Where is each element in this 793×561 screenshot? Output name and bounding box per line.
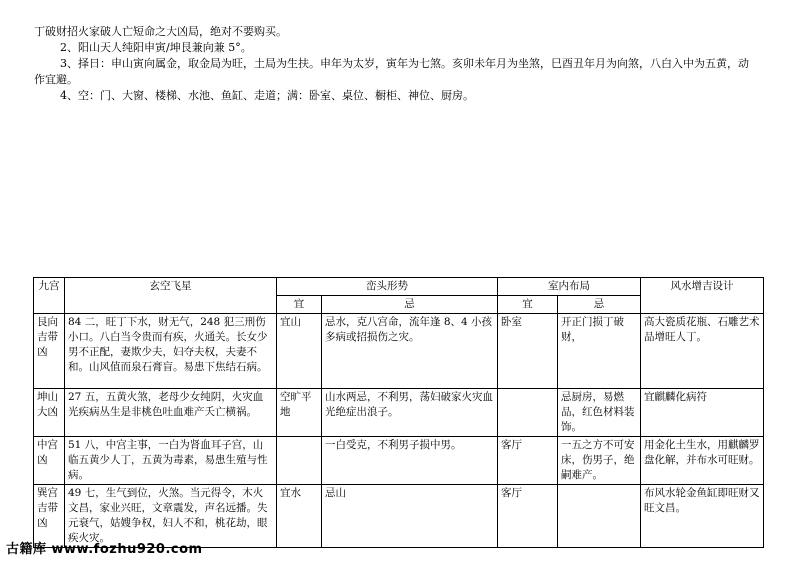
subheader-indoor-bad: 忌 [558, 296, 641, 314]
cell-terrain-good: 宜水 [277, 485, 322, 548]
cell-indoor-good [498, 389, 558, 437]
cell-stars: 27 五，五黄火煞，老母少女纯阴，火灾血光疾病丛生是非桃色吐血难产夭亡横祸。 [65, 389, 277, 437]
cell-palace: 巽宫吉带凶 [34, 485, 65, 548]
header-palace: 九宫 [34, 278, 65, 314]
intro-line-2: 2、阳山天人纯阳申寅/坤艮兼向兼 5°。 [60, 41, 252, 54]
cell-terrain-good [277, 437, 322, 485]
cell-remedy: 用金化土生水，用麒麟罗盘化解，并布水可旺财。 [641, 437, 764, 485]
cell-indoor-bad: 开正门损丁破财， [558, 314, 641, 389]
subheader-indoor-good: 宜 [498, 296, 558, 314]
table-row [34, 314, 764, 389]
fengshui-table [33, 277, 764, 548]
header-stars: 玄空飞星 [65, 278, 277, 314]
cell-stars: 49 七，生气到位，火煞。当元得令，木火文昌，家业兴旺，文章震发，声名远播。失元衰气，姑嫂争权，妇人不和，桃花劫，眼疾火灾。 [65, 485, 277, 548]
intro-line-3: 3、择日：申山寅向属金，取金局为旺，土局为生扶。申年为太岁，寅年为七煞。亥卯未年月为坐煞，巳酉丑年月为向煞，八白入中为五黄，动 [60, 57, 749, 70]
cell-terrain-good: 宜山 [277, 314, 322, 389]
cell-palace: 坤山大凶 [34, 389, 65, 437]
subheader-terrain-good: 宜 [277, 296, 322, 314]
cell-remedy: 宜麒麟化病符 [641, 389, 764, 437]
subheader-terrain-bad: 忌 [322, 296, 498, 314]
intro-line-3-cont: 作宜避。 [34, 73, 78, 86]
cell-palace: 艮向吉带凶 [34, 314, 65, 389]
intro-line-4: 4、空：门、大窗、楼梯、水池、鱼缸、走道；满：卧室、桌位、橱柜、神位、厨房。 [60, 89, 474, 102]
cell-terrain-good: 空旷平地 [277, 389, 322, 437]
cell-remedy: 高大瓷质花瓶、石雕艺术品增旺人丁。 [641, 314, 764, 389]
table-row [34, 389, 764, 437]
cell-indoor-bad [558, 485, 641, 548]
cell-terrain-bad: 忌山 [322, 485, 498, 548]
cell-stars: 84 二，旺丁下水，财无气，248 犯三刑伤小口。八白当令贵而有疾，火通关。长女少男不正配，妻欺少夫，妇夺夫权，夫妻不和。山风值而泉石膏盲。易患下焦结石病。 [65, 314, 277, 389]
cell-terrain-bad: 山水两忌，不利男，荡妇破家火灾血光绝症出浪子。 [322, 389, 498, 437]
cell-palace: 中宫凶 [34, 437, 65, 485]
site-watermark: 古籍库 www.fozhu920.com [6, 542, 203, 557]
header-terrain: 峦头形势 [277, 278, 498, 296]
cell-indoor-good: 卧室 [498, 314, 558, 389]
cell-indoor-good: 客厅 [498, 485, 558, 548]
cell-indoor-bad: 一五之方不可安床，伤男子，绝嗣难产。 [558, 437, 641, 485]
table-row [34, 437, 764, 485]
header-indoor: 室内布局 [498, 278, 641, 296]
cell-indoor-bad: 忌厨房，易燃品，红色材料装饰。 [558, 389, 641, 437]
cell-indoor-good: 客厅 [498, 437, 558, 485]
intro-text [34, 24, 764, 104]
intro-line-1: 丁破财招火家破人亡短命之大凶局，绝对不要购买。 [34, 25, 287, 38]
cell-terrain-bad: 一白受克，不利男子损中男。 [322, 437, 498, 485]
header-remedy: 风水增吉设计 [641, 278, 764, 314]
cell-terrain-bad: 忌水，克八宫命，流年逢 8、4 小孩多病或招损伤之灾。 [322, 314, 498, 389]
cell-stars: 51 八，中宫主事，一白为肾血耳子宫，山临五黄少人丁，五黄为毒素，易患生殖与性病。 [65, 437, 277, 485]
cell-remedy: 布风水轮金鱼缸即旺财又旺文昌。 [641, 485, 764, 548]
